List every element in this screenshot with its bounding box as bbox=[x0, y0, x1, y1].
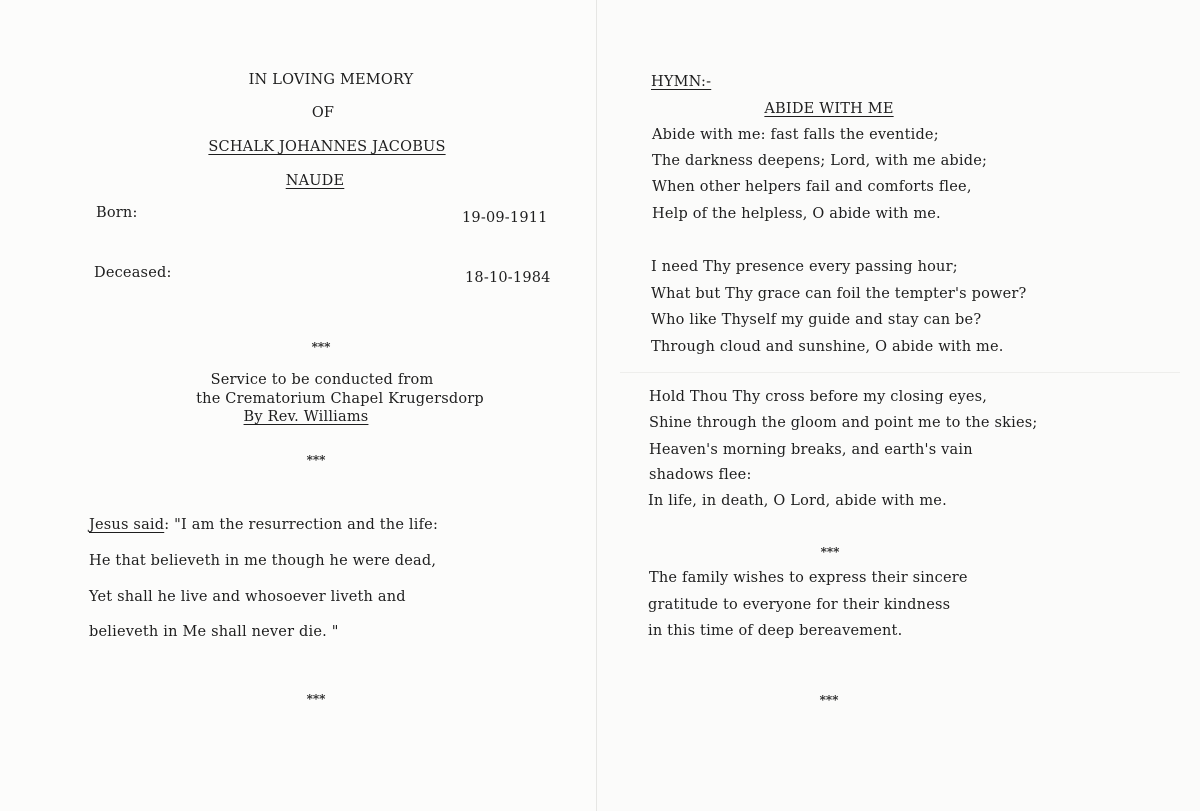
hymn-line: The darkness deepens; Lord, with me abide; bbox=[652, 153, 988, 169]
service-line-1: Service to be conducted from bbox=[210, 372, 434, 388]
deceased-surname: NAUDE bbox=[285, 173, 345, 189]
hymn-line: Who like Thyself my guide and stay can be? bbox=[651, 312, 982, 328]
hymn-line: shadows flee: bbox=[649, 467, 752, 483]
of-label: OF bbox=[311, 105, 335, 121]
separator-stars: *** bbox=[311, 340, 331, 354]
separator-stars: *** bbox=[306, 692, 326, 706]
hymn-line: In life, in death, O Lord, abide with me. bbox=[648, 493, 947, 509]
separator-stars: *** bbox=[819, 693, 839, 707]
hymn-line: Through cloud and sunshine, O abide with me. bbox=[651, 339, 1004, 355]
service-line-3: By Rev. Williams bbox=[243, 409, 369, 425]
hymn-line: What but Thy grace can foil the tempter's power? bbox=[651, 286, 1027, 302]
deceased-name: SCHALK JOHANNES JACOBUS bbox=[208, 139, 446, 155]
deceased-date: 18-10-1984 bbox=[465, 270, 551, 286]
scripture-quote-line-3: Yet shall he live and whosoever liveth and bbox=[89, 589, 406, 605]
scripture-quote-line-4: believeth in Me shall never die. " bbox=[89, 624, 339, 640]
jesus-said-label: Jesus said bbox=[89, 517, 165, 533]
family-thanks-line-3: in this time of deep bereavement. bbox=[648, 623, 903, 639]
born-label: Born: bbox=[96, 205, 138, 221]
hymn-line: Shine through the gloom and point me to the skies; bbox=[649, 415, 1038, 431]
separator-stars: *** bbox=[306, 453, 326, 467]
scripture-quote-line-1 bbox=[89, 517, 438, 533]
hymn-line: When other helpers fail and comforts flee, bbox=[652, 179, 972, 195]
separator-stars: *** bbox=[820, 545, 840, 559]
hymn-line: Heaven's morning breaks, and earth's vain bbox=[649, 442, 973, 458]
family-thanks-line-2: gratitude to everyone for their kindness bbox=[648, 597, 951, 613]
born-date: 19-09-1911 bbox=[462, 210, 548, 226]
service-line-2: the Crematorium Chapel Krugersdorp bbox=[196, 391, 484, 407]
fold-line bbox=[620, 372, 1180, 373]
hymn-line: Abide with me: fast falls the eventide; bbox=[652, 127, 939, 143]
hymn-line: Hold Thou Thy cross before my closing eyes, bbox=[649, 389, 988, 405]
hymn-label: HYMN:- bbox=[651, 74, 712, 90]
deceased-label: Deceased: bbox=[94, 265, 172, 281]
memorial-heading: IN LOVING MEMORY bbox=[248, 72, 414, 88]
scripture-quote-line-2: He that believeth in me though he were dead, bbox=[89, 553, 437, 569]
family-thanks-line-1: The family wishes to express their sincere bbox=[649, 570, 968, 586]
hymn-line: I need Thy presence every passing hour; bbox=[651, 259, 958, 275]
hymn-line: Help of the helpless, O abide with me. bbox=[652, 206, 941, 222]
right-page bbox=[597, 0, 1200, 811]
quote-text: : "I am the resurrection and the life: bbox=[164, 517, 439, 533]
hymn-title: ABIDE WITH ME bbox=[764, 101, 894, 117]
